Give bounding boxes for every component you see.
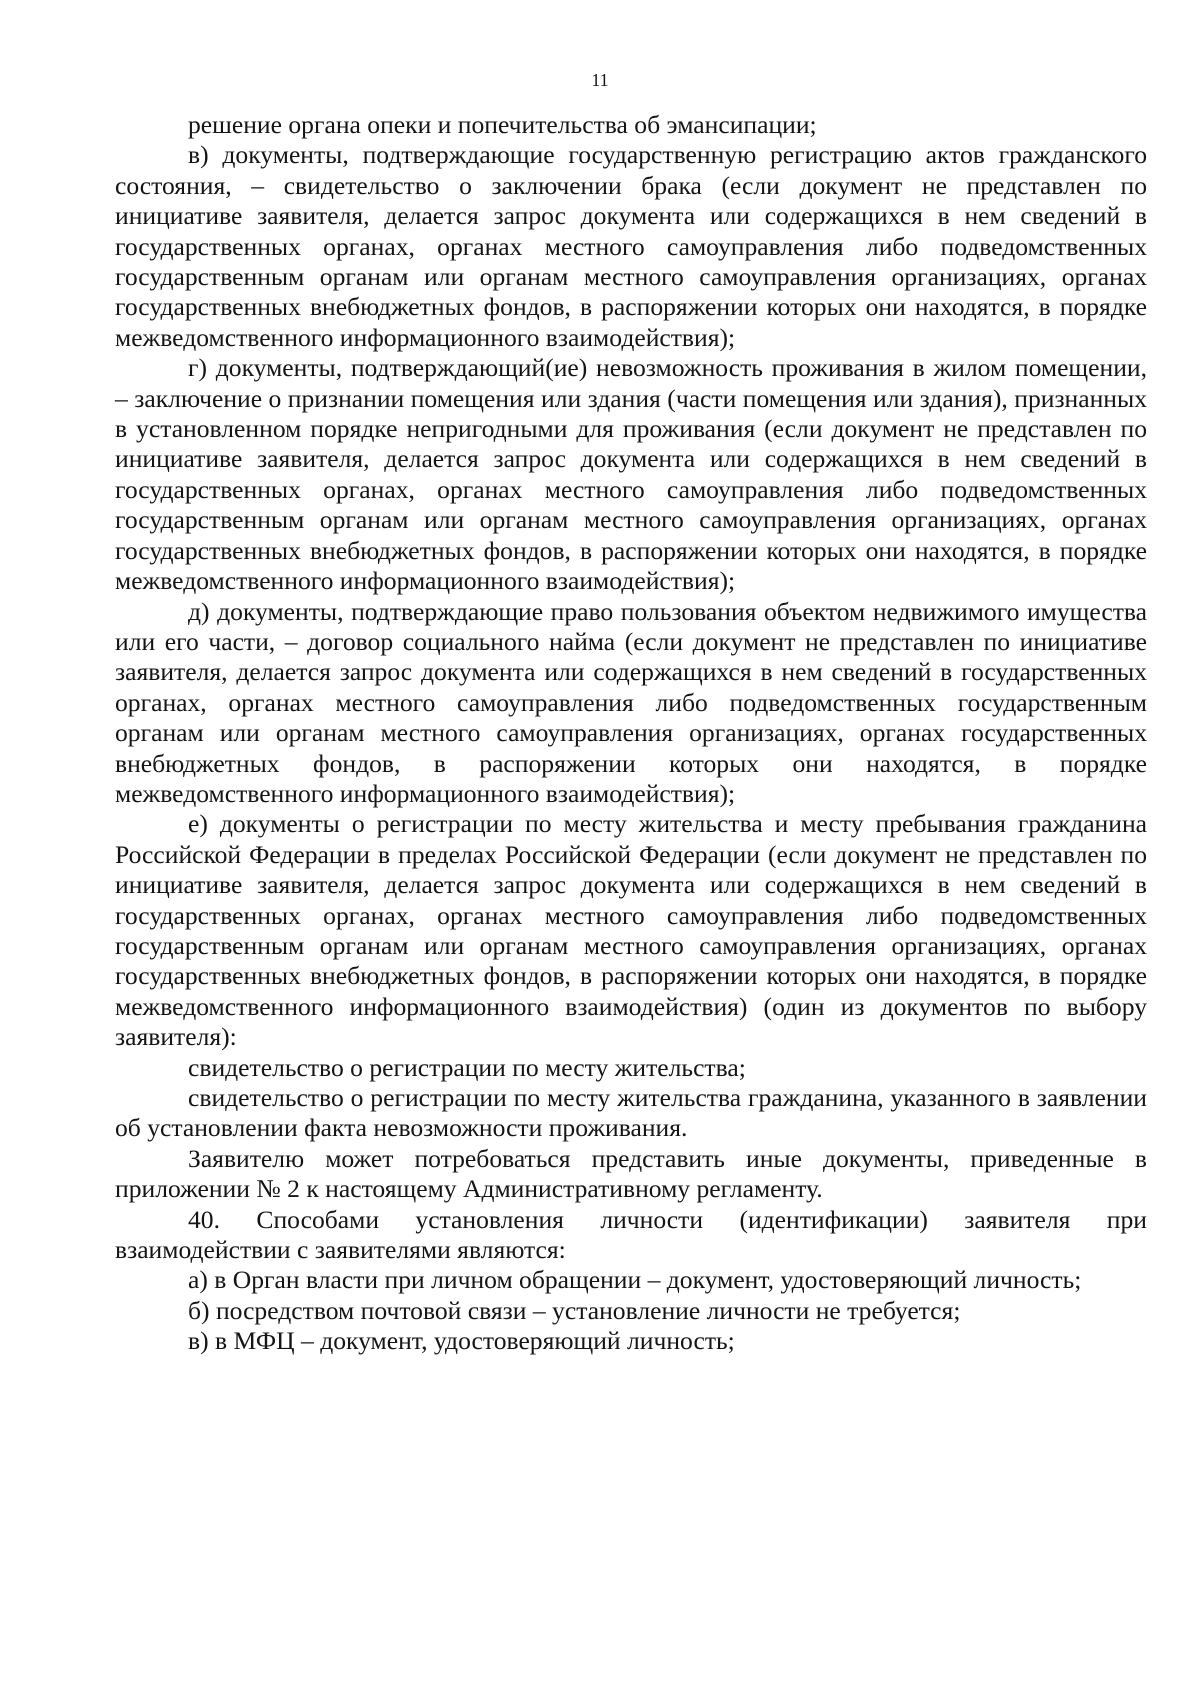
paragraph-emancipation-decision: решение органа опеки и попечительства об эмансипации; [188,110,817,139]
paragraph-item-g-uninhabitable: г) документы, подтверждающий(ие) невозможность проживания в жилом помещении, – заключение о признании помещения или здания (части помещения или здания), признанных в установленном порядке непригодными для проживания (если документ не представлен по инициативе заявителя, делается запрос документа или содержащихся в нем сведений в государственных органах, органах местного самоуправления либо подведомственных государственным органам или органам местного самоуправления организациях, органах государственных внебюджетных фондов, в распоряжении которых они находятся, в порядке межведомственного информационного взаимодействия); [115,353,1147,596]
paragraph-item-d-property-use: д) документы, подтверждающие право пользования объектом недвижимого имущества или его части, – договор социального найма (если документ не представлен по инициативе заявителя, делается запрос документа или содержащихся в нем сведений в государственных органах, органах местного самоуправления либо подведомственных государственным органам или органам местного самоуправления организациях, органах государственных внебюджетных фондов, в распоряжении которых они находятся, в порядке межведомственного информационного взаимодействия); [115,596,1147,808]
paragraph-item-e-registration: е) документы о регистрации по месту жительства и месту пребывания гражданина Российской Федерации в пределах Российской Федерации (если документ не представлен по инициативе заявителя, делается запрос документа или содержащихся в нем сведений в государственных органах, органах местного самоуправления либо подведомственных государственным органам или органам местного самоуправления организациях, органах государственных внебюджетных фондов, в распоряжении которых они находятся, в порядке межведомственного информационного взаимодействия) (один из документов по выбору заявителя): [115,809,1147,1052]
paragraph-residence-certificate-citizen: свидетельство о регистрации по месту жительства гражданина, указанного в заявлении об установлении факта невозможности проживания. [115,1083,1147,1143]
paragraph-section-40: 40. Способами установления личности (идентификации) заявителя при взаимодействии с заявителями являются: [115,1204,1147,1265]
paragraph-item-b-postal: б) посредством почтовой связи – установление личности не требуется; [188,1295,961,1325]
document-body [115,110,1147,1357]
paragraph-item-v-mfc: в) в МФЦ – документ, удостоверяющий личность; [188,1326,735,1356]
paragraph-item-v-civil-status: в) документы, подтверждающие государственную регистрацию актов гражданского состояния, – свидетельство о заключении брака (если документ не представлен по инициативе заявителя, делается запрос документа или содержащихся в нем сведений в государственных органах, органах местного самоуправления либо подведомственных государственным органам или органам местного самоуправления организациях, органах государственных внебюджетных фондов, в распоряжении которых они находятся, в порядке межведомственного информационного взаимодействия); [115,140,1147,352]
paragraph-residence-certificate: свидетельство о регистрации по месту жительства; [188,1052,746,1082]
page-number: 11 [591,70,609,90]
paragraph-other-documents: Заявителю может потребоваться представить иные документы, приведенные в приложении № 2 к настоящему Административному регламенту. [115,1143,1147,1204]
paragraph-item-a-personal-visit: а) в Орган власти при личном обращении – документ, удостоверяющий личность; [188,1265,1082,1295]
